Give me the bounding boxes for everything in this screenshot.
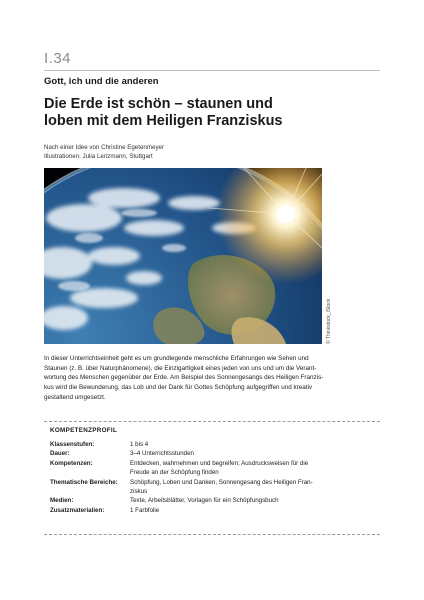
credits [44, 144, 164, 161]
intro-line: gestaltend umgesetzt. [44, 393, 106, 401]
unit-number: I.34 [44, 50, 72, 67]
credit-illustrations: Illustrationen: Julia Lenzmann, Stuttgart [44, 152, 153, 160]
profile-heading: KOMPETENZPROFIL [50, 427, 118, 434]
profile-row [50, 459, 380, 478]
image-copyright: © Thinkstock_iStock [326, 298, 332, 344]
section-title: Gott, ich und die anderen [44, 76, 159, 87]
profile-row [50, 506, 380, 515]
profile-value-line: ziskus [130, 488, 148, 496]
profile-row [50, 496, 380, 505]
earth-from-space-image [44, 168, 322, 344]
page-title [44, 96, 344, 130]
profile-key: Dauer: [50, 450, 70, 458]
profile-value [130, 449, 380, 458]
profile-value [130, 496, 380, 505]
profile-value-line: 1 Farbfolie [130, 506, 160, 514]
profile-value [130, 506, 380, 515]
profile-bottom-rule [44, 534, 380, 535]
profile-value-line: Texte, Arbeitsblätter, Vorlagen für ein Schöpfungsbuch [130, 497, 279, 505]
profile-key: Medien: [50, 497, 74, 505]
intro-paragraph [44, 354, 380, 403]
profile-key: Klassenstufen: [50, 441, 95, 448]
profile-value [130, 459, 380, 478]
credit-idea: Nach einer Idee von Christine Egetenmeyer [44, 144, 165, 151]
profile-key: Kompetenzen: [50, 459, 93, 467]
header-rule [44, 70, 380, 71]
profile-value-line: Schöpfung, Loben und Danken, Sonnengesang des Heiligen Fran- [130, 478, 313, 486]
profile-top-rule [44, 421, 380, 422]
profile-key: Zusatzmaterialien: [50, 506, 105, 514]
title-line-2: loben mit dem Heiligen Franziskus [44, 113, 283, 129]
profile-value [130, 478, 380, 497]
profile-value-line: 1 bis 4 [130, 441, 149, 448]
profile-value-line: 3–4 Unterrichtsstunden [130, 450, 194, 458]
title-line-1: Die Erde ist schön – staunen und [44, 96, 273, 112]
profile-value-line: Entdecken, wahrnehmen und begreifen; Ausdrucksweisen für die [130, 459, 309, 467]
intro-line: kus wird die Bewunderung, das Lob und der Dank für Gottes Schöpfung aufgegriffen und kreativ [44, 384, 313, 392]
profile-value [130, 440, 380, 449]
intro-line: Staunen (z. B. über Naturphänomene), die Einzigartigkeit eines jeden von uns und um die Verant- [44, 364, 317, 372]
profile-value-line: Freude an der Schöpfung finden [130, 469, 219, 477]
intro-line: wortung des Menschen gegenüber der Erde. Am Beispiel des Sonnengesangs des Heiligen Franzis- [44, 374, 324, 382]
earth-photo [44, 168, 322, 344]
profile-row [50, 440, 380, 449]
profile-table [50, 440, 380, 515]
profile-row [50, 478, 380, 497]
intro-line: In dieser Unterrichtseinheit geht es um grundlegende menschliche Erfahrungen wie Sehen und [44, 355, 309, 362]
profile-row [50, 449, 380, 458]
profile-key: Thematische Bereiche: [50, 478, 118, 486]
